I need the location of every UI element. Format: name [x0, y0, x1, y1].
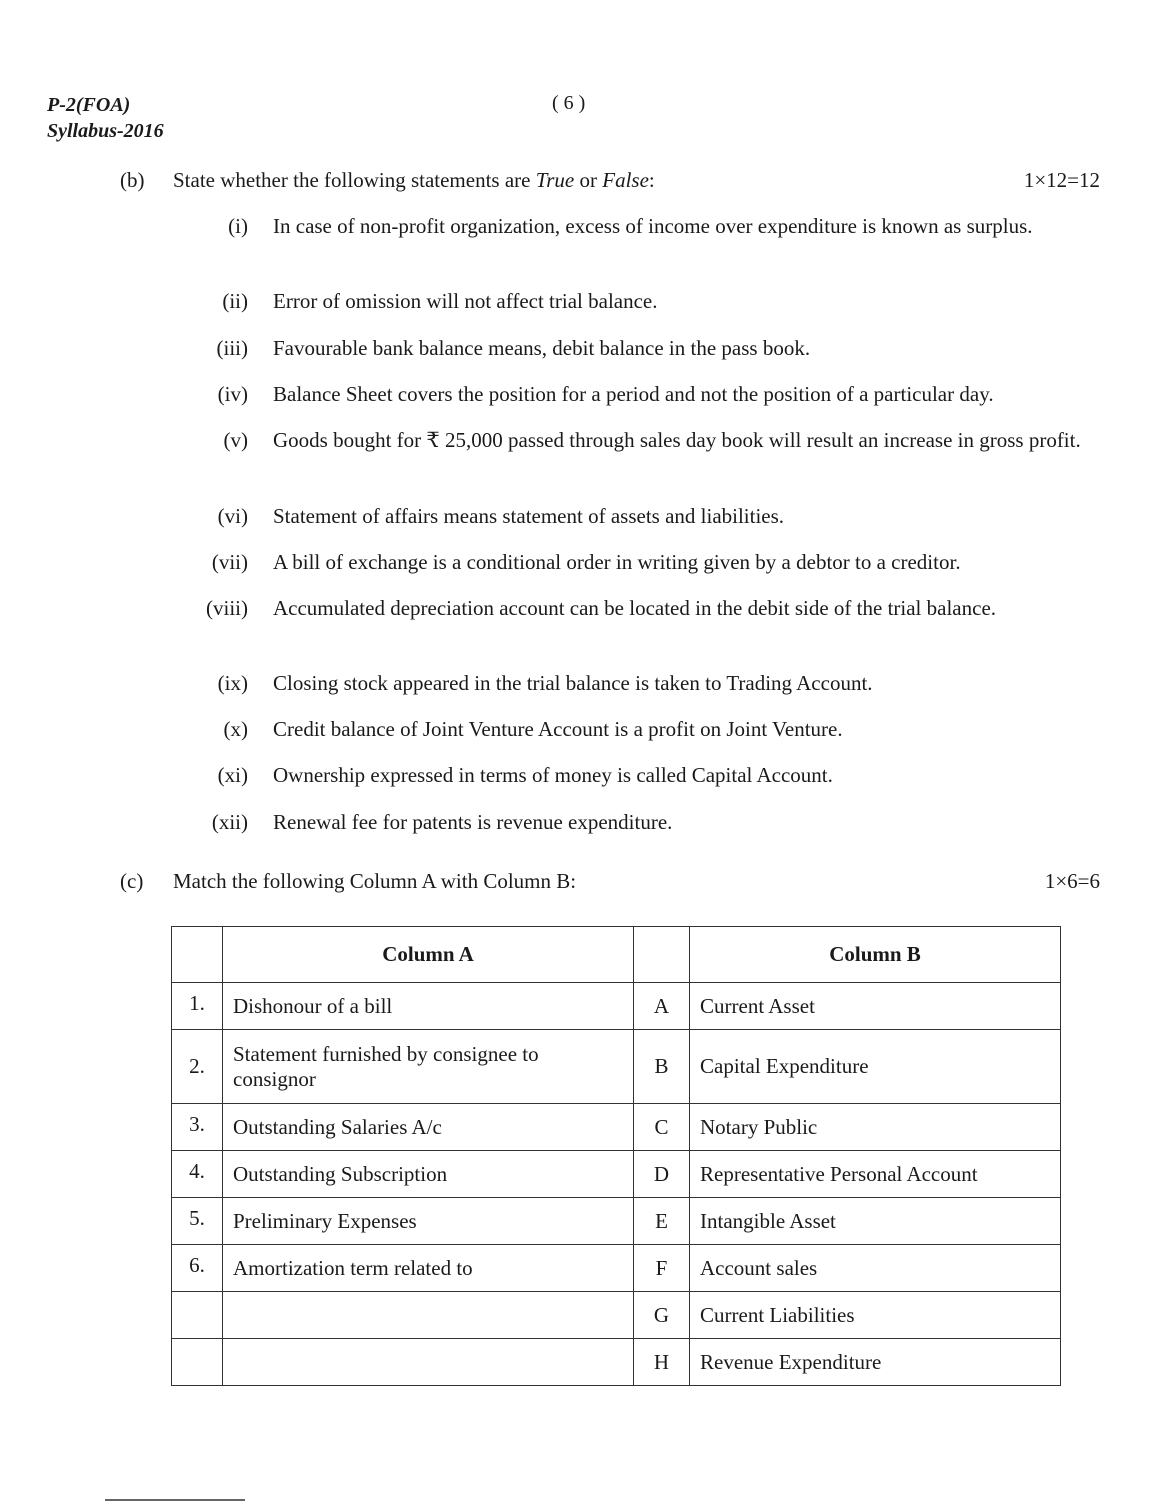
statement-item — [195, 715, 1100, 744]
question-c-label: (c) — [120, 869, 144, 893]
statement-number: (viii) — [206, 596, 248, 620]
statement-number: (iv) — [217, 382, 248, 406]
column-b-cell: Notary Public — [690, 1104, 1061, 1151]
statement-text: Closing stock appeared in the trial balance is taken to Trading Account. — [273, 671, 873, 695]
statement-item — [195, 502, 1100, 531]
column-b-cell: Representative Personal Account — [690, 1151, 1061, 1198]
row-letter: H — [634, 1339, 690, 1386]
row-number: 3. — [172, 1104, 223, 1151]
instruction-prefix: State whether the following statements are — [173, 168, 536, 192]
statement-text: Balance Sheet covers the position for a period and not the position of a particular day. — [273, 382, 994, 406]
header-letter-cell — [634, 927, 690, 983]
true-word: True — [535, 168, 575, 192]
statement-item — [195, 594, 1100, 623]
column-a-cell: Amortization term related to — [223, 1245, 634, 1292]
statement-text: Credit balance of Joint Venture Account is a profit on Joint Venture. — [273, 717, 843, 741]
statement-number: (v) — [223, 428, 248, 452]
statement-item — [195, 761, 1100, 790]
row-number: 1. — [172, 983, 223, 1030]
statement-number: (xi) — [217, 763, 248, 787]
bottom-rule — [105, 1499, 245, 1501]
column-a-header: Column A — [223, 927, 634, 983]
row-letter: E — [634, 1198, 690, 1245]
table-header-row — [172, 927, 1061, 983]
table-row — [172, 1292, 1061, 1339]
row-letter: B — [634, 1030, 690, 1104]
column-a-cell — [223, 1292, 634, 1339]
row-letter: D — [634, 1151, 690, 1198]
row-letter: C — [634, 1104, 690, 1151]
statement-item — [195, 669, 1100, 698]
false-word: False — [602, 168, 649, 192]
question-c-instruction: Match the following Column A with Column B: — [173, 869, 577, 893]
match-table — [171, 926, 1061, 1386]
statement-number: (x) — [223, 717, 248, 741]
row-number: 6. — [172, 1245, 223, 1292]
statement-text: Goods bought for ₹ 25,000 passed through sales day book will result an increase in gross profit. — [273, 428, 1081, 452]
question-b-marks: 1×12=12 — [1023, 168, 1100, 192]
column-a-cell: Statement furnished by consignee to consignor — [223, 1030, 634, 1104]
row-number — [172, 1292, 223, 1339]
question-b-instruction — [173, 168, 655, 193]
table-row — [172, 1104, 1061, 1151]
row-number: 4. — [172, 1151, 223, 1198]
statement-item — [195, 548, 1100, 577]
column-a-cell: Outstanding Subscription — [223, 1151, 634, 1198]
table-row — [172, 1030, 1061, 1104]
page-number: ( 6 ) — [552, 92, 586, 114]
table-row — [172, 1151, 1061, 1198]
question-b-label: (b) — [120, 168, 145, 192]
row-number — [172, 1339, 223, 1386]
row-number: 5. — [172, 1198, 223, 1245]
statement-number: (i) — [228, 214, 248, 238]
statement-text: Accumulated depreciation account can be located in the debit side of the trial balance. — [273, 596, 997, 620]
table-row — [172, 1339, 1061, 1386]
statement-number: (ix) — [217, 671, 248, 695]
statement-text: Favourable bank balance means, debit balance in the pass book. — [273, 336, 811, 360]
statement-item — [195, 334, 1100, 363]
statement-item — [195, 287, 1100, 316]
syllabus-label: Syllabus-2016 — [47, 120, 164, 142]
statement-item — [195, 212, 1100, 241]
statement-number: (xii) — [211, 810, 248, 834]
column-b-cell: Intangible Asset — [690, 1198, 1061, 1245]
statement-item — [195, 808, 1100, 837]
column-b-cell: Account sales — [690, 1245, 1061, 1292]
statement-text: Error of omission will not affect trial balance. — [273, 289, 658, 313]
column-b-cell: Capital Expenditure — [690, 1030, 1061, 1104]
column-a-cell: Preliminary Expenses — [223, 1198, 634, 1245]
row-letter: A — [634, 983, 690, 1030]
statement-number: (iii) — [216, 336, 248, 360]
header-num-cell — [172, 927, 223, 983]
statement-item — [195, 380, 1100, 409]
paper-code: P-2(FOA) — [47, 94, 131, 116]
column-b-cell: Current Liabilities — [690, 1292, 1061, 1339]
column-a-cell: Outstanding Salaries A/c — [223, 1104, 634, 1151]
paper-header — [47, 92, 164, 144]
column-a-cell — [223, 1339, 634, 1386]
or-word: or — [574, 168, 603, 192]
statement-number: (ii) — [222, 289, 248, 313]
statement-text: In case of non-profit organization, excess of income over expenditure is known as surplus. — [273, 214, 1033, 238]
statement-text: Ownership expressed in terms of money is called Capital Account. — [273, 763, 833, 787]
column-b-cell: Revenue Expenditure — [690, 1339, 1061, 1386]
column-a-cell: Dishonour of a bill — [223, 983, 634, 1030]
statement-number: (vi) — [217, 504, 248, 528]
instruction-colon: : — [648, 168, 655, 192]
column-b-cell: Current Asset — [690, 983, 1061, 1030]
row-letter: F — [634, 1245, 690, 1292]
statement-text: Statement of affairs means statement of assets and liabilities. — [273, 504, 785, 528]
table-row — [172, 983, 1061, 1030]
table-row — [172, 1198, 1061, 1245]
statement-number: (vii) — [211, 550, 248, 574]
statement-text: A bill of exchange is a conditional order in writing given by a debtor to a creditor. — [273, 550, 961, 574]
question-c-marks: 1×6=6 — [1044, 869, 1100, 893]
row-number: 2. — [172, 1030, 223, 1104]
table-row — [172, 1245, 1061, 1292]
statement-item — [195, 426, 1100, 455]
row-letter: G — [634, 1292, 690, 1339]
statement-text: Renewal fee for patents is revenue expenditure. — [273, 810, 673, 834]
column-b-header: Column B — [690, 927, 1061, 983]
